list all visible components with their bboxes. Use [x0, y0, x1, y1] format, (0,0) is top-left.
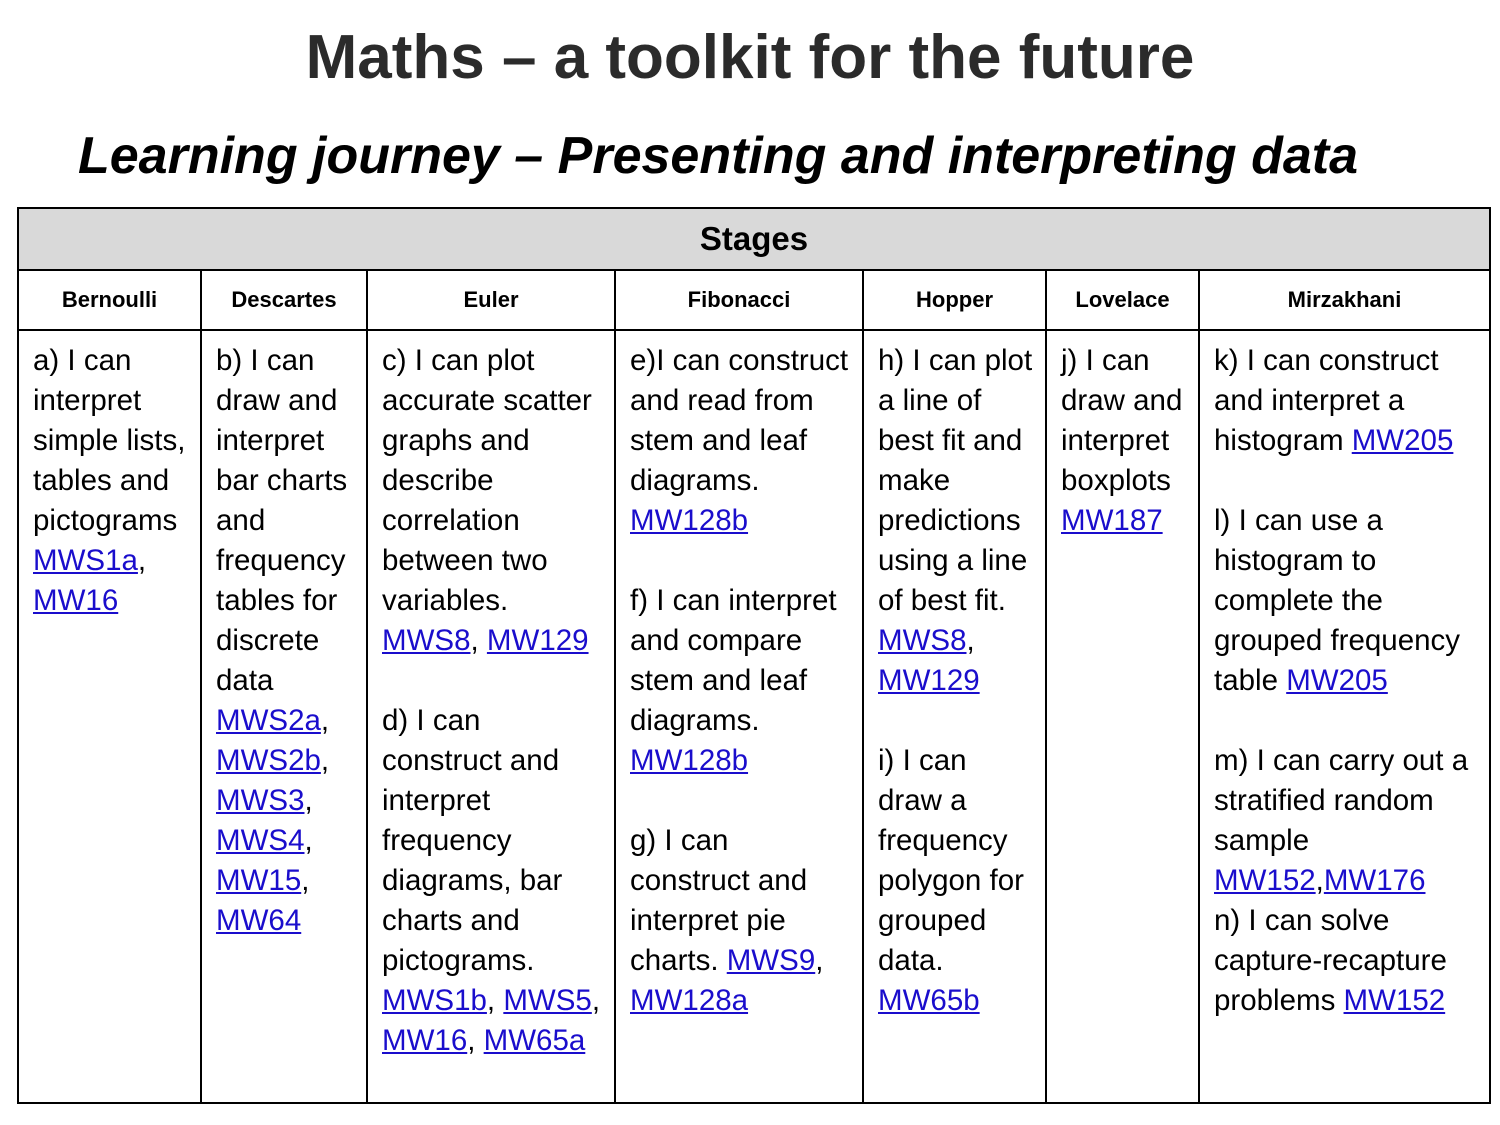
learning-objective: b) I can draw and interpret bar charts and frequency tables for discrete data MWS2a, MWS2b, MWS3, MWS4, MW15, MW64: [216, 344, 348, 937]
stage-cell-euler: [367, 330, 615, 1103]
learning-objective: [1061, 341, 1190, 541]
resource-link[interactable]: MW205: [1351, 424, 1454, 457]
resource-link[interactable]: MW128b: [630, 504, 749, 537]
resource-link[interactable]: MW129: [878, 664, 980, 697]
stage-cell-lovelace: [1046, 330, 1199, 1103]
resource-link[interactable]: MW64: [216, 904, 302, 937]
learning-objective: [1214, 901, 1481, 1021]
learning-objective: a) I can interpret simple lists, tables and pictograms MWS1a, MW16: [33, 344, 186, 617]
objective-text: j) I can draw and interpret boxplots: [1061, 344, 1183, 497]
stage-cell-hopper: [863, 330, 1046, 1103]
stage-header-fibonacci: Fibonacci: [615, 270, 863, 330]
resource-link[interactable]: MW15: [216, 864, 302, 897]
resource-link[interactable]: MWS4: [216, 824, 305, 857]
resource-link[interactable]: MW129: [486, 624, 589, 657]
learning-objective: m) I can carry out a stratified random sample MW152,MW176: [1214, 744, 1469, 897]
spacer: [382, 661, 606, 701]
learning-objective: c) I can plot accurate scatter graphs and describe correlation between two variables. MWS8, MW129: [382, 344, 592, 657]
learning-objective: d) I can construct and interpret frequency diagrams, bar charts and pictograms. MWS1b, MWS5, MW16, MW65a: [382, 704, 601, 1057]
resource-link[interactable]: MWS9: [726, 944, 816, 977]
resource-link[interactable]: MWS8: [382, 624, 471, 657]
learning-objective: g) I can construct and interpret pie charts. MWS9, MW128a: [630, 824, 824, 1017]
objective-text: a) I can interpret simple lists, tables and pictograms: [33, 344, 186, 537]
resource-link[interactable]: MW65a: [483, 1024, 586, 1057]
stage-header-mirzakhani: Mirzakhani: [1199, 270, 1490, 330]
resource-link[interactable]: MWS5: [503, 984, 592, 1017]
learning-objective: [878, 741, 1037, 1021]
stage-header-lovelace: Lovelace: [1046, 270, 1199, 330]
resource-link[interactable]: MW128a: [630, 984, 749, 1017]
spacer: [630, 781, 854, 821]
spacer: [1214, 461, 1481, 501]
objective-text: l) I can use a histogram to complete the grouped frequency table: [1214, 504, 1461, 697]
objective-text: f) I can interpret and compare stem and leaf diagrams.: [630, 584, 837, 737]
stage-cell-fibonacci: [615, 330, 863, 1103]
resource-link[interactable]: MW16: [33, 584, 119, 617]
objective-text: e)I can construct and read from stem and leaf diagrams.: [630, 344, 849, 497]
objective-text: g) I can construct and interpret pie charts.: [630, 824, 808, 977]
resource-link[interactable]: MW205: [1286, 664, 1388, 697]
resource-link[interactable]: MW16: [382, 1024, 468, 1057]
resource-link[interactable]: MWS2b: [216, 744, 321, 777]
learning-objective: [630, 341, 854, 541]
learning-objective: [630, 581, 854, 781]
resource-link[interactable]: MW152: [1214, 864, 1316, 897]
stage-cell-bernoulli: [18, 330, 201, 1103]
objective-text: i) I can draw a frequency polygon for grouped data.: [878, 744, 1024, 977]
spacer: [1214, 701, 1481, 741]
learning-journey-table: [17, 207, 1491, 1104]
objective-text: n) I can solve capture-recapture problems: [1214, 904, 1447, 1017]
resource-link[interactable]: MWS1b: [382, 984, 487, 1017]
stage-header-bernoulli: Bernoulli: [18, 270, 201, 330]
objective-text: k) I can construct and interpret a histogram: [1214, 344, 1439, 457]
spacer: [630, 541, 854, 581]
stage-header-descartes: Descartes: [201, 270, 367, 330]
page-subtitle: Learning journey – Presenting and interpreting data: [78, 127, 1358, 185]
resource-link[interactable]: MWS3: [216, 784, 305, 817]
stage-cell-mirzakhani: [1199, 330, 1490, 1103]
resource-link[interactable]: MW65b: [878, 984, 980, 1017]
page-title: Maths – a toolkit for the future: [305, 23, 1195, 92]
stage-cell-descartes: [201, 330, 367, 1103]
objective-text: m) I can carry out a stratified random sample: [1214, 744, 1469, 857]
learning-objective: [1214, 341, 1481, 461]
resource-link[interactable]: MWS1a: [33, 544, 138, 577]
resource-link[interactable]: MW152: [1343, 984, 1446, 1017]
resource-link[interactable]: MWS8: [878, 624, 967, 657]
objective-text: d) I can construct and interpret frequency diagrams, bar charts and pictograms.: [382, 704, 563, 977]
objective-text: h) I can plot a line of best fit and make predictions using a line of best fit.: [878, 344, 1033, 617]
learning-objective: h) I can plot a line of best fit and make predictions using a line of best fit. MWS8, MW129: [878, 344, 1033, 697]
spacer: [878, 701, 1037, 741]
stage-header-euler: Euler: [367, 270, 615, 330]
objective-text: c) I can plot accurate scatter graphs and describe correlation between two variables.: [382, 344, 592, 617]
stage-header-hopper: Hopper: [863, 270, 1046, 330]
objective-text: b) I can draw and interpret bar charts and frequency tables for discrete data: [216, 344, 348, 697]
resource-link[interactable]: MWS2a: [216, 704, 321, 737]
stages-header: Stages: [18, 208, 1490, 270]
resource-link[interactable]: MW128b: [630, 744, 749, 777]
learning-objective: [1214, 501, 1481, 701]
resource-link[interactable]: MW187: [1061, 504, 1163, 537]
resource-link[interactable]: MW176: [1323, 864, 1426, 897]
